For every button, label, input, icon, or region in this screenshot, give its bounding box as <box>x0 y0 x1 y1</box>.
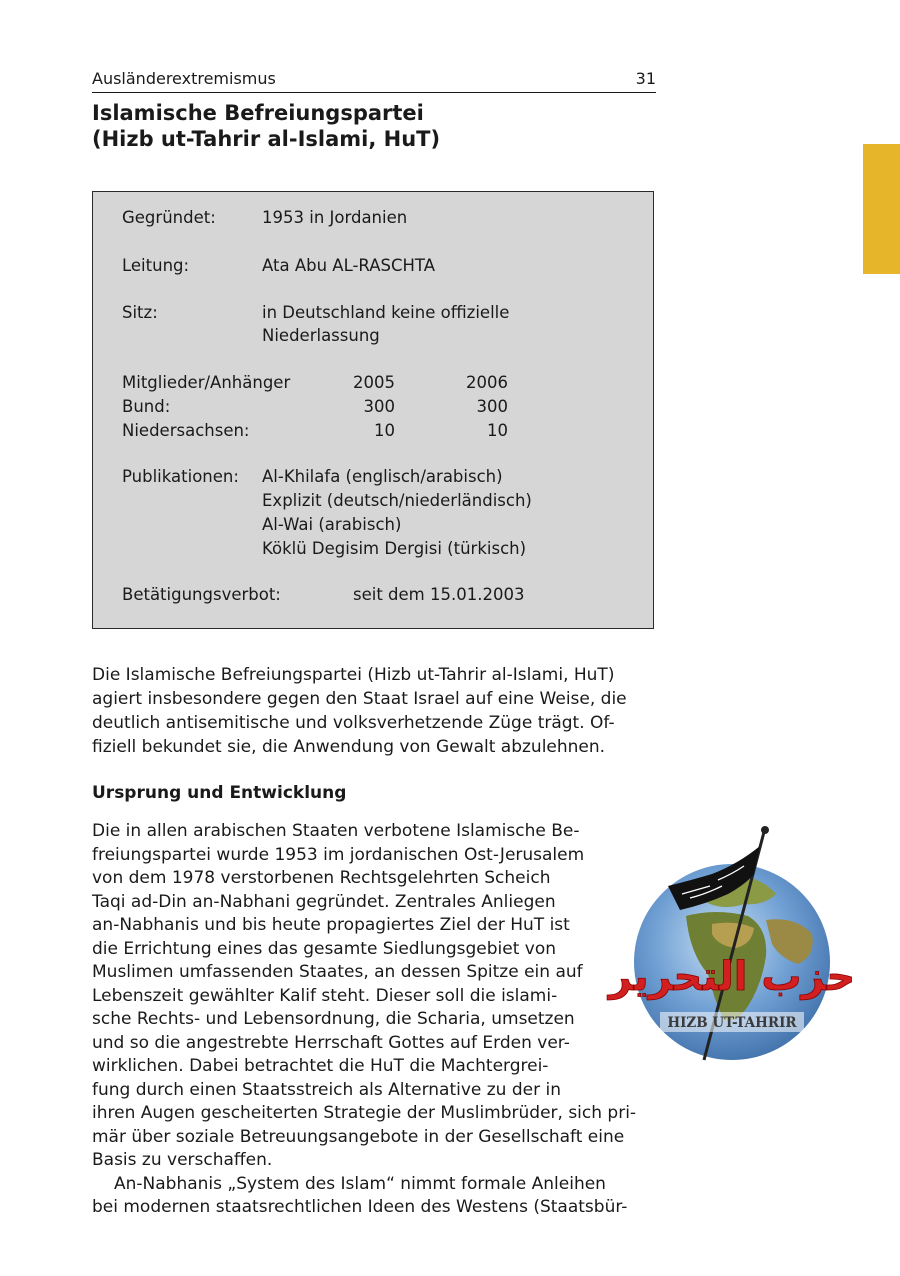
members-bund-2006: 300 <box>476 397 508 416</box>
body-line: sche Rechts- und Lebensordnung, die Scharia, umsetzen <box>92 1009 575 1029</box>
publication-item: Al-Wai (arabisch) <box>262 515 402 534</box>
publication-item: Explizit (deutsch/niederländisch) <box>262 491 532 510</box>
body-line: Basis zu verschaffen. <box>92 1150 273 1170</box>
members-row-label-niedersachsen: Niedersachsen: <box>122 421 250 440</box>
flag-pole-finial <box>761 826 769 834</box>
body-line: von dem 1978 verstorbenen Rechtsgelehrten Scheich <box>92 868 551 888</box>
body-line: freiungspartei wurde 1953 im jordanischen Ost-Jerusalem <box>92 844 585 865</box>
body-line: die Errichtung eines das gesamte Siedlungsgebiet von <box>92 938 557 959</box>
publication-item: Köklü Degisim Dergisi (türkisch) <box>262 539 527 558</box>
intro-line: deutlich antisemitische und volksverhetzende Züge trägt. Of- <box>92 713 615 733</box>
body-line: Die in allen arabischen Staaten verbotene Islamische Be- <box>92 821 580 841</box>
body-line: bei modernen staatsrechtlichen Ideen des Westens (Staatsbür- <box>92 1197 628 1217</box>
intro-paragraph <box>92 663 662 759</box>
founded-value: 1953 in Jordanien <box>262 208 408 227</box>
members-label: Mitglieder/Anhänger <box>122 373 291 392</box>
ban-label: Betätigungsverbot: <box>122 585 281 604</box>
body-line: wirklichen. Dabei betrachtet die HuT die Machtergrei- <box>92 1056 549 1076</box>
hizb-ut-tahrir-logo <box>608 824 856 1062</box>
intro-line: agiert insbesondere gegen den Staat Israel auf eine Weise, die <box>92 689 627 709</box>
members-year-2005: 2005 <box>353 373 395 392</box>
seat-label: Sitz: <box>122 303 158 322</box>
body-line: mär über soziale Betreuungsangebote in der Gesellschaft eine <box>92 1126 625 1147</box>
title-line-2: (Hizb ut-Tahrir al-Islami, HuT) <box>92 127 441 151</box>
publication-item: Al-Khilafa (englisch/arabisch) <box>262 467 503 486</box>
arabic-logo-text: حزب التحرير <box>608 954 856 1000</box>
header-section-title: Ausländerextremismus <box>92 69 276 88</box>
seat-value-line-1: in Deutschland keine offizielle <box>262 303 510 322</box>
body-line: ihren Augen gescheiterten Strategie der Muslimbrüder, sich pri- <box>92 1103 637 1123</box>
leader-label: Leitung: <box>122 256 190 275</box>
body-line: an-Nabhanis und bis heute propagiertes Ziel der HuT ist <box>92 915 570 935</box>
chapter-tab-marker <box>863 144 900 274</box>
body-line: und so die angestrebte Herrschaft Gottes auf Erden ver- <box>92 1032 570 1053</box>
section-subheading: Ursprung und Entwicklung <box>92 783 347 803</box>
members-niedersachsen-2005: 10 <box>374 421 395 440</box>
members-year-2006: 2006 <box>466 373 508 392</box>
founded-label: Gegründet: <box>122 208 216 227</box>
body-line: Lebenszeit gewählter Kalif steht. Dieser soll die islami- <box>92 985 558 1006</box>
ban-value: seit dem 15.01.2003 <box>353 585 525 604</box>
fact-box <box>92 191 654 629</box>
running-header <box>92 68 656 93</box>
page-number: 31 <box>635 69 656 88</box>
body-line: Taqi ad-Din an-Nabhani gegründet. Zentrales Anliegen <box>92 891 556 912</box>
intro-line: Die Islamische Befreiungspartei (Hizb ut-Tahrir al-Islami, HuT) <box>92 665 615 685</box>
body-paragraphs <box>92 820 662 1220</box>
body-line: fung durch einen Staatsstreich als Alternative zu der in <box>92 1079 562 1100</box>
seat-value-line-2: Niederlassung <box>262 326 380 345</box>
title-line-1: Islamische Befreiungspartei <box>92 101 424 125</box>
members-bund-2005: 300 <box>363 397 395 416</box>
body-line: An-Nabhanis „System des Islam“ nimmt formale Anleihen <box>114 1173 606 1194</box>
latin-logo-text: HIZB UT-TAHRIR <box>667 1015 797 1031</box>
members-row-label-bund: Bund: <box>122 397 171 416</box>
publications-label: Publikationen: <box>122 467 239 486</box>
page-title <box>92 100 440 152</box>
intro-line: fiziell bekundet sie, die Anwendung von Gewalt abzulehnen. <box>92 737 606 757</box>
leader-value: Ata Abu AL-RASCHTA <box>262 256 436 275</box>
body-line: Muslimen umfassenden Staates, an dessen Spitze ein auf <box>92 962 583 982</box>
members-niedersachsen-2006: 10 <box>487 421 508 440</box>
